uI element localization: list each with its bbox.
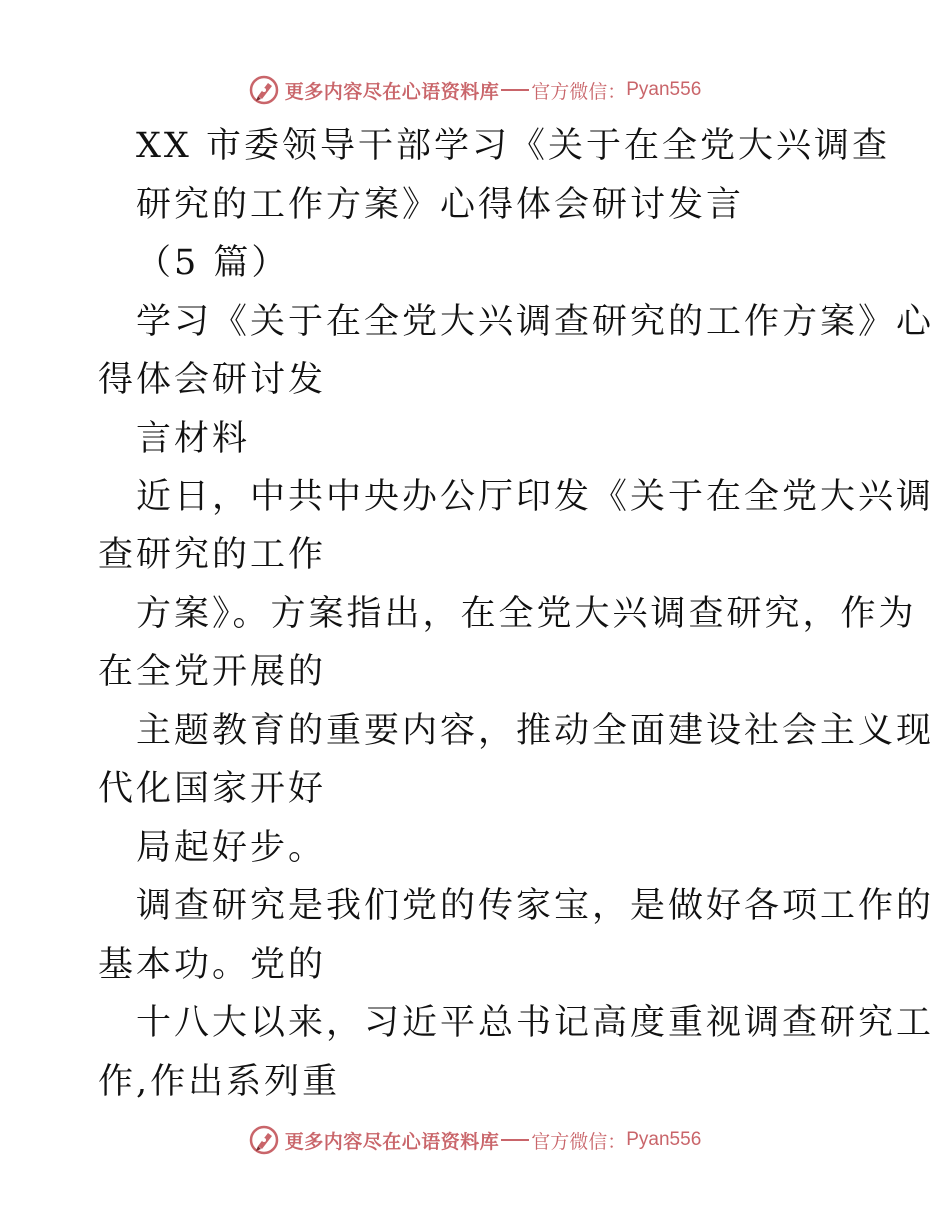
document-title-line-1: XX 市委领导干部学习《关于在全党大兴调查 [136,126,890,166]
text-line: 言材料 [136,419,251,459]
pen-logo-icon [249,75,279,105]
text-line: 学习《关于在全党大兴调查研究的工作方案》心 [136,302,935,342]
text-line: 得体会研讨发 [98,360,327,400]
text-line: 十八大以来，习近平总书记高度重视调查研究工 [136,1003,935,1043]
text-line: 主题教育的重要内容，推动全面建设社会主义现 [136,711,935,751]
text-line: 基本功。党的 [98,945,327,985]
text-line: 局起好步。 [136,828,327,868]
text-line: 调查研究是我们党的传家宝，是做好各项工作的 [136,886,935,926]
document-title-line-2: 研究的工作方案》心得体会研讨发言 [136,185,745,225]
document-title-line-3: （5 篇） [136,243,290,283]
text-line: 近日，中共中央办公厅印发《关于在全党大兴调 [136,477,935,517]
watermark-wechat-label: 官方微信： [531,1130,627,1153]
watermark-wechat-id: Pyan556 [626,79,702,100]
text-line: 在全党开展的 [98,652,327,692]
text-line: 代化国家开好 [98,769,327,809]
watermark-brand-text: 更多内容尽在心语资料库 [284,1130,500,1153]
watermark-dash [501,89,529,91]
pen-logo-icon [249,1125,279,1155]
text-line: 查研究的工作 [98,535,327,575]
watermark-wechat-id: Pyan556 [626,1129,702,1150]
watermark-brand-text: 更多内容尽在心语资料库 [284,80,500,103]
footer-watermark-banner [0,1120,950,1160]
watermark-wechat-label: 官方微信： [531,80,627,103]
text-line: 作,作出系列重 [98,1062,341,1102]
header-watermark-banner [0,70,950,110]
watermark-dash [501,1139,529,1141]
text-line: 方案》。方案指出，在全党大兴调查研究，作为 [136,594,917,634]
